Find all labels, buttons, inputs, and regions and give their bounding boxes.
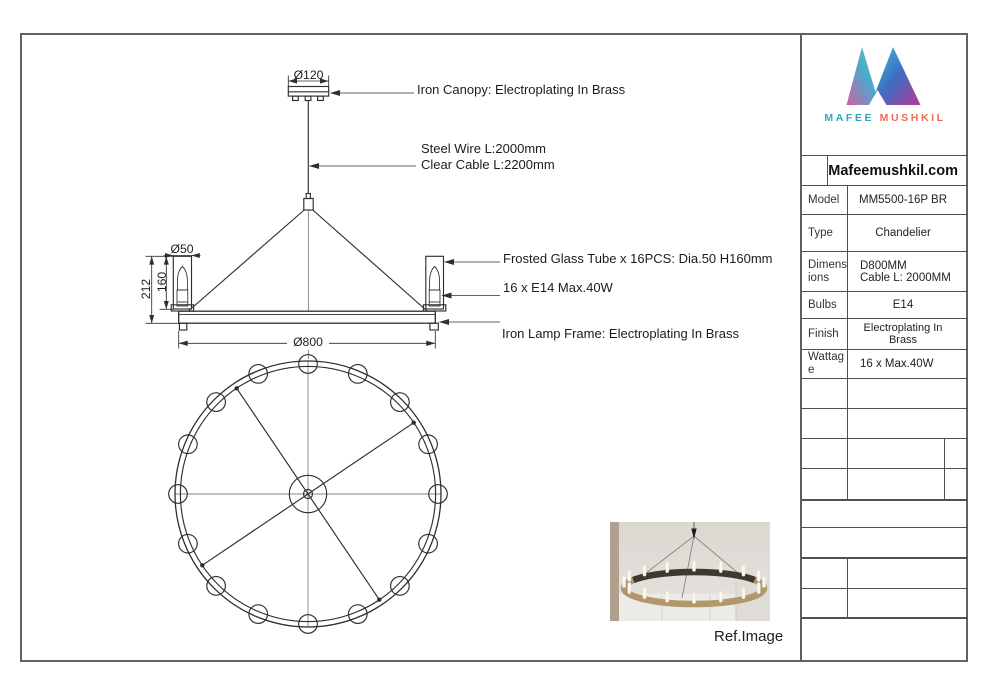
annotation-lamp-frame: Iron Lamp Frame: Electroplating In Brass [502,326,739,341]
empty-cell [848,439,944,468]
annotation-wire-1: Steel Wire L:2000mm [421,141,546,156]
empty-cell [848,589,968,617]
empty-cell [802,379,848,408]
dim-canopy-diameter: Ø120 [293,68,324,82]
dimensions-label: Dimensions [802,252,848,291]
top-view [169,355,448,634]
brand-logo-cell [802,33,968,155]
empty-row [802,617,968,662]
brand-wordmark [802,112,968,124]
empty-cell [802,469,848,499]
type-row [802,214,968,251]
type-value: Chandelier [875,227,931,239]
type-label: Type [802,215,848,251]
spec-panel [800,33,968,662]
empty-cell [802,619,968,662]
dimensions-value-line1: D800MM [860,259,907,272]
wattage-value: 16 x Max.40W [860,358,934,370]
annotation-wire-2: Clear Cable L:2200mm [421,157,555,172]
empty-row [802,499,968,527]
dim-tube-height: 160 [154,271,169,293]
dimensions-row [802,251,968,291]
website-row-label-cell [802,156,828,185]
empty-cell [848,379,968,408]
empty-cell [944,469,968,499]
brand-logo-icon [802,33,968,155]
glass-tube-left [171,256,193,311]
brand-word-mushkil: MUSHKIL [879,112,946,124]
lamp-frame-ring-side [179,311,439,330]
side-view [146,76,501,360]
model-value: MM5500-16P BR [859,194,947,206]
cable-left [189,210,304,311]
bulbs-value: E14 [892,299,914,311]
model-row [802,185,968,214]
empty-row [802,468,968,499]
annotation-bulbs: 16 x E14 Max.40W [503,280,613,295]
empty-cell [944,439,968,468]
empty-cell [802,409,848,438]
glass-tube-right [423,256,445,311]
empty-cell [802,589,848,617]
finish-row [802,318,968,349]
bulbs-label: Bulbs [802,292,848,318]
bulbs-row [802,291,968,318]
finish-value: Electroplating In Brass [863,322,943,346]
leader-lines [309,90,500,325]
website-row [802,155,968,185]
empty-cell [802,559,848,588]
wattage-row [802,349,968,378]
dim-tube-diameter: Ø50 [170,242,194,256]
empty-row [802,588,968,617]
empty-cell [848,409,968,438]
empty-cell [802,439,848,468]
dim-ring-diameter: Ø800 [287,335,329,349]
wattage-label: Wattage [802,350,848,378]
wire-connector [304,194,313,211]
cable-right [313,210,427,311]
dimensions-value-line2: Cable L: 2000MM [860,271,951,284]
dimensions-value [848,252,968,291]
dim-total-height: 212 [138,278,153,300]
annotation-glass-tube: Frosted Glass Tube x 16PCS: Dia.50 H160mm [503,251,773,266]
empty-cell [802,528,968,557]
website-value: Mafeemushkil.com [828,162,958,179]
empty-cell [848,469,944,499]
empty-cell [802,501,968,527]
empty-cell [848,559,968,588]
iron-canopy [288,87,328,101]
empty-row [802,527,968,557]
brand-word-mafee: MAFEE [824,112,875,124]
empty-row [802,378,968,408]
model-label: Model [802,186,848,214]
finish-label: Finish [802,319,848,349]
reference-photo-caption: Ref.Image [714,628,784,645]
empty-row [802,557,968,588]
empty-row [802,408,968,438]
reference-photo [610,522,770,621]
empty-row [802,438,968,468]
annotation-canopy: Iron Canopy: Electroplating In Brass [417,82,626,97]
